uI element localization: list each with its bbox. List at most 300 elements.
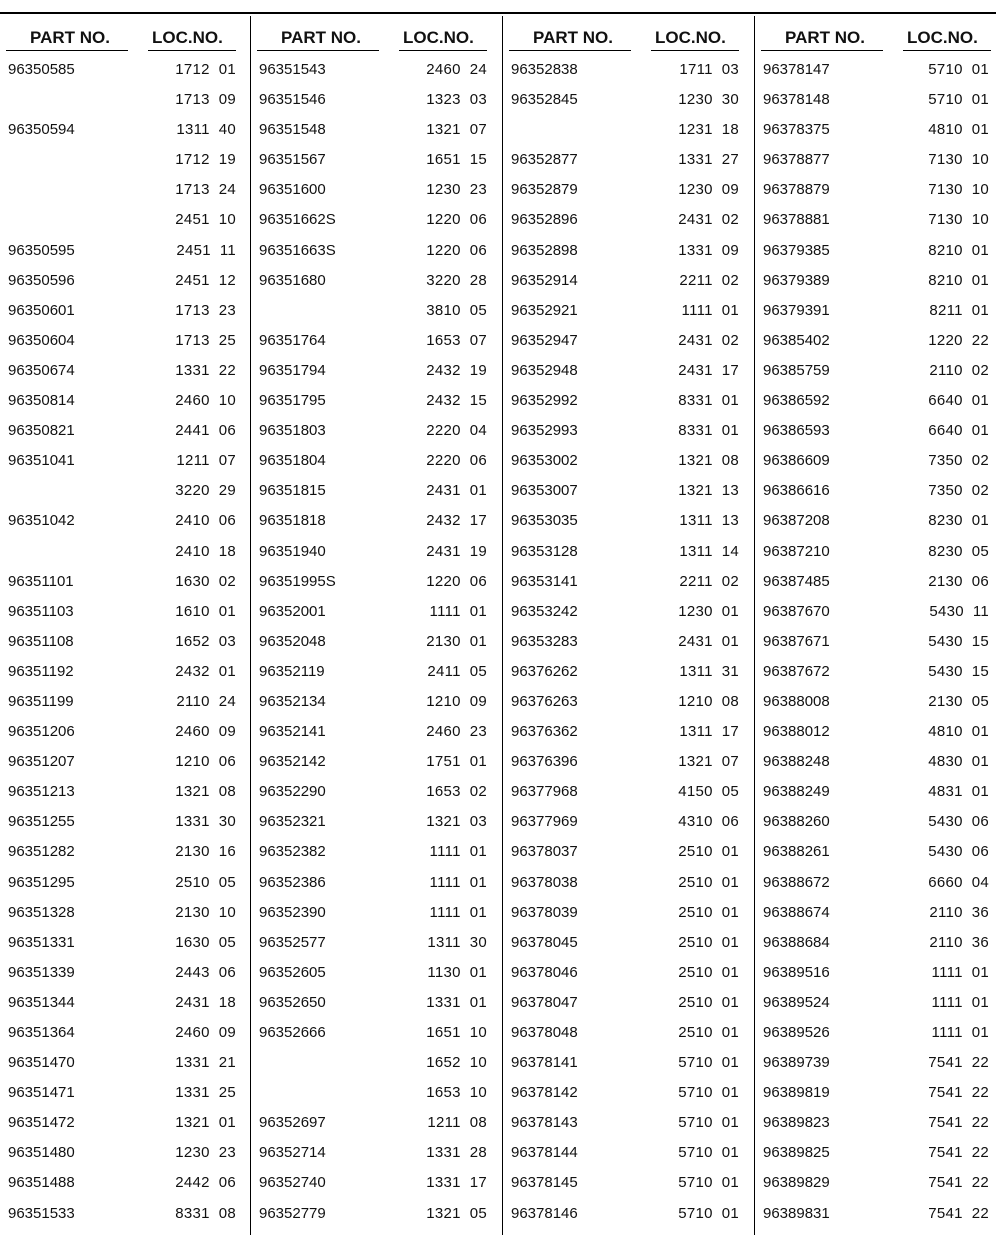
table-row: [503, 235, 753, 265]
table-row: [251, 415, 501, 445]
table-row: [0, 1047, 250, 1077]
location-number: 1323 03: [426, 91, 487, 109]
table-row: [755, 596, 996, 626]
table-row: [755, 626, 996, 656]
table-row: [251, 686, 501, 716]
column-4: [754, 16, 996, 1235]
part-number: 96351804: [259, 452, 326, 470]
part-number: 96387670: [763, 602, 830, 620]
table-row: [251, 385, 501, 415]
table-row: [503, 686, 753, 716]
part-number: 96378142: [511, 1084, 578, 1102]
part-number: 96352390: [259, 903, 326, 921]
table-row: [503, 716, 753, 746]
table-row: [503, 385, 753, 415]
table-row: [755, 656, 996, 686]
part-number: 96388684: [763, 933, 830, 951]
part-number: 96351764: [259, 331, 326, 349]
part-number: 96378047: [511, 993, 578, 1011]
location-number: 6640 01: [928, 422, 989, 440]
table-row: [503, 867, 753, 897]
location-number: 2410 06: [175, 512, 236, 530]
part-number: 96351662S: [259, 211, 336, 229]
part-number: 96353283: [511, 632, 578, 650]
part-number: 96378038: [511, 873, 578, 891]
location-number: 8210 01: [928, 241, 989, 259]
table-row: [251, 1137, 501, 1167]
location-number: 1321 08: [175, 783, 236, 801]
top-rule: [0, 12, 996, 14]
table-row: [251, 235, 501, 265]
part-number: 96378037: [511, 843, 578, 861]
location-number: 1311 13: [679, 512, 739, 530]
table-row: [251, 957, 501, 987]
part-number: 96352948: [511, 361, 578, 379]
part-number: 96387208: [763, 512, 830, 530]
location-number: 2110 36: [929, 933, 989, 951]
table-row: [755, 957, 996, 987]
header-underline: [148, 50, 236, 51]
location-number: 2431 18: [175, 993, 236, 1011]
part-number: 96351331: [8, 933, 75, 951]
location-number: 1230 09: [678, 181, 739, 199]
part-number: 96378881: [763, 211, 830, 229]
part-number: 96378146: [511, 1204, 578, 1222]
part-number: 96351600: [259, 181, 326, 199]
location-number: 4810 01: [928, 121, 989, 139]
location-number: 1311 40: [176, 121, 236, 139]
part-no-header: PART NO.: [281, 28, 361, 47]
part-number: 96388261: [763, 843, 830, 861]
part-number: 96388008: [763, 692, 830, 710]
column-1: [0, 16, 250, 1235]
table-row: [755, 475, 996, 505]
loc-no-header: LOC.NO.: [655, 28, 726, 47]
part-number: 96378877: [763, 151, 830, 169]
part-number: 96351818: [259, 512, 326, 530]
part-number: 96351255: [8, 813, 75, 831]
location-number: 4810 01: [928, 723, 989, 741]
table-row: [503, 957, 753, 987]
header-underline: [257, 50, 379, 51]
location-number: 1321 07: [678, 753, 739, 771]
part-number: 96352141: [259, 723, 326, 741]
table-row: [503, 204, 753, 234]
location-number: 1630 02: [175, 572, 236, 590]
part-number: 96377969: [511, 813, 578, 831]
table-row: [251, 265, 501, 295]
location-number: 2432 17: [426, 512, 487, 530]
part-number: 96353128: [511, 542, 578, 560]
table-row: [503, 776, 753, 806]
location-number: 1712 19: [175, 151, 236, 169]
location-number: 7541 22: [928, 1114, 989, 1132]
table-row: [251, 867, 501, 897]
part-number: 96351199: [8, 692, 74, 710]
part-number: 96389526: [763, 1024, 830, 1041]
part-number: 96387485: [763, 572, 830, 590]
part-number: 96378046: [511, 963, 578, 981]
location-number: 1321 13: [678, 482, 739, 500]
table-row: [251, 144, 501, 174]
part-number: 96351940: [259, 542, 326, 560]
location-number: 2220 04: [426, 422, 487, 440]
table-row: [0, 746, 250, 776]
location-number: 2443 06: [175, 963, 236, 981]
loc-no-header: LOC.NO.: [403, 28, 474, 47]
header-underline: [903, 50, 991, 51]
part-number: 96377968: [511, 783, 578, 801]
part-number: 96379391: [763, 301, 830, 319]
location-number: 7541 22: [928, 1144, 989, 1162]
table-row: [755, 174, 996, 204]
location-number: 1211 07: [176, 452, 236, 470]
table-row: [0, 1077, 250, 1107]
part-number: 96378045: [511, 933, 578, 951]
part-number: 96379389: [763, 271, 830, 289]
table-row: [251, 596, 501, 626]
part-number: 96352605: [259, 963, 326, 981]
location-number: 1610 01: [175, 602, 236, 620]
loc-no-header: LOC.NO.: [152, 28, 223, 47]
location-number: 2110 02: [929, 361, 989, 379]
table-row: [755, 1167, 996, 1197]
part-number: 96386592: [763, 392, 830, 410]
location-number: 2431 19: [426, 542, 487, 560]
table-row: [503, 536, 753, 566]
part-number: 96351546: [259, 91, 326, 109]
part-number: 96351206: [8, 723, 75, 741]
part-number: 96350585: [8, 61, 75, 78]
table-row: [0, 566, 250, 596]
location-number: 1713 23: [175, 301, 236, 319]
location-number: 1652 10: [426, 1054, 487, 1072]
location-number: 5430 06: [928, 843, 989, 861]
location-number: 1331 21: [175, 1054, 236, 1072]
location-number: 1331 22: [175, 361, 236, 379]
location-number: 5430 15: [928, 632, 989, 650]
location-number: 5710 01: [928, 91, 989, 109]
table-row: [0, 355, 250, 385]
location-number: 8331 01: [678, 422, 739, 440]
table-row: [251, 776, 501, 806]
location-number: 1331 27: [678, 151, 739, 169]
location-number: 5430 11: [929, 602, 989, 620]
part-number: 96378048: [511, 1024, 578, 1041]
location-number: 2451 10: [175, 211, 236, 229]
part-number: 96351339: [8, 963, 75, 981]
table-row: [0, 927, 250, 957]
table-row: [0, 385, 250, 415]
table-row: [503, 806, 753, 836]
table-row: [755, 235, 996, 265]
location-number: 2451 12: [175, 271, 236, 289]
header-underline: [761, 50, 883, 51]
table-row: [755, 385, 996, 415]
table-row: [755, 445, 996, 475]
part-number: 96352898: [511, 241, 578, 259]
part-number: 96378141: [511, 1054, 578, 1072]
location-number: 2211 02: [679, 271, 739, 289]
location-number: 7541 22: [928, 1084, 989, 1102]
part-number: 96352779: [259, 1204, 326, 1222]
table-row: [251, 174, 501, 204]
location-number: 2460 10: [175, 392, 236, 410]
location-number: 2220 06: [426, 452, 487, 470]
table-row: [0, 144, 250, 174]
part-number: 96351995S: [259, 572, 336, 590]
table-row: [251, 1167, 501, 1197]
table-row: [755, 204, 996, 234]
table-row: [503, 174, 753, 204]
table-row: [251, 1107, 501, 1137]
part-number: 96352048: [259, 632, 326, 650]
table-row: [503, 1047, 753, 1077]
part-number: 96386616: [763, 482, 830, 500]
table-row: [503, 295, 753, 325]
table-row: [503, 897, 753, 927]
part-number: 96351042: [8, 512, 75, 530]
location-number: 1321 05: [426, 1204, 487, 1222]
part-number: 96350674: [8, 361, 75, 379]
table-row: [0, 1107, 250, 1137]
part-number: 96389516: [763, 963, 830, 981]
table-row: [755, 1017, 996, 1047]
location-number: 1210 08: [678, 692, 739, 710]
table-row: [0, 957, 250, 987]
table-row: [503, 1077, 753, 1107]
location-number: 5710 01: [678, 1114, 739, 1132]
part-number: 96351108: [8, 632, 74, 650]
part-number: 96351803: [259, 422, 326, 440]
location-number: 2110 36: [929, 903, 989, 921]
location-number: 1713 25: [175, 331, 236, 349]
location-number: 4310 06: [678, 813, 739, 831]
table-row: [755, 84, 996, 114]
location-number: 2510 01: [678, 1024, 739, 1041]
location-number: 5710 01: [678, 1144, 739, 1162]
part-number: 96353035: [511, 512, 578, 530]
location-number: 7130 10: [928, 211, 989, 229]
table-row: [755, 355, 996, 385]
table-row: [0, 204, 250, 234]
table-row: [0, 295, 250, 325]
part-number: 96378147: [763, 61, 830, 78]
table-row: [0, 235, 250, 265]
location-number: 1210 09: [426, 692, 487, 710]
table-row: [0, 445, 250, 475]
location-number: 1111 01: [931, 993, 989, 1011]
part-number: 96352992: [511, 392, 578, 410]
part-number: 96352921: [511, 301, 578, 319]
header-underline: [509, 50, 631, 51]
table-row: [251, 1017, 501, 1047]
table-row: [503, 626, 753, 656]
column-header: [251, 16, 501, 54]
table-row: [0, 415, 250, 445]
table-row: [755, 325, 996, 355]
table-row: [755, 746, 996, 776]
part-number: 96351192: [8, 662, 74, 680]
part-number: 96351364: [8, 1024, 75, 1041]
location-number: 1653 07: [426, 331, 487, 349]
location-number: 5430 06: [928, 813, 989, 831]
location-number: 2460 23: [426, 723, 487, 741]
part-number: 96351795: [259, 392, 326, 410]
header-underline: [651, 50, 739, 51]
part-number: 96352001: [259, 602, 326, 620]
part-number: 96385402: [763, 331, 830, 349]
part-number: 96350594: [8, 121, 75, 139]
part-number: 96351295: [8, 873, 75, 891]
location-number: 1653 02: [426, 783, 487, 801]
table-row: [503, 836, 753, 866]
part-number: 96350596: [8, 271, 75, 289]
table-row: [503, 265, 753, 295]
table-row: [251, 54, 501, 84]
table-row: [0, 656, 250, 686]
part-number: 96350604: [8, 331, 75, 349]
table-row: [0, 897, 250, 927]
table-row: [0, 1137, 250, 1167]
location-number: 1220 22: [928, 331, 989, 349]
table-row: [0, 776, 250, 806]
location-number: 2442 06: [175, 1174, 236, 1192]
location-number: 1321 08: [678, 452, 739, 470]
location-number: 2510 01: [678, 933, 739, 951]
part-number: 96351344: [8, 993, 75, 1011]
table-row: [503, 445, 753, 475]
table-row: [755, 536, 996, 566]
location-number: 7541 22: [928, 1174, 989, 1192]
part-number: 96353242: [511, 602, 578, 620]
location-number: 2130 16: [175, 843, 236, 861]
location-number: 2110 24: [176, 692, 236, 710]
location-number: 5710 01: [928, 61, 989, 78]
location-number: 2510 01: [678, 963, 739, 981]
part-number: 96351328: [8, 903, 75, 921]
part-number: 96388249: [763, 783, 830, 801]
table-row: [503, 1137, 753, 1167]
location-number: 2432 01: [175, 662, 236, 680]
location-number: 1111 01: [931, 963, 989, 981]
location-number: 8211 01: [929, 301, 989, 319]
location-number: 1230 01: [678, 602, 739, 620]
location-number: 1111 01: [681, 301, 739, 319]
table-row: [0, 626, 250, 656]
part-number: 96389739: [763, 1054, 830, 1072]
table-row: [755, 716, 996, 746]
part-number: 96388260: [763, 813, 830, 831]
location-number: 1111 01: [429, 903, 487, 921]
table-row: [251, 806, 501, 836]
location-number: 1331 09: [678, 241, 739, 259]
column-header: [0, 16, 250, 54]
location-number: 1713 09: [175, 91, 236, 109]
table-row: [755, 987, 996, 1017]
part-number: 96352577: [259, 933, 326, 951]
part-number: 96352386: [259, 873, 326, 891]
table-row: [503, 475, 753, 505]
location-number: 7350 02: [928, 482, 989, 500]
table-row: [755, 806, 996, 836]
part-number: 96351794: [259, 361, 326, 379]
location-number: 5710 01: [678, 1054, 739, 1072]
table-row: [755, 144, 996, 174]
table-row: [251, 626, 501, 656]
location-number: 1231 18: [678, 121, 739, 139]
part-number: 96389829: [763, 1174, 830, 1192]
table-row: [0, 114, 250, 144]
table-row: [251, 295, 501, 325]
location-number: 2510 01: [678, 903, 739, 921]
table-row: [251, 114, 501, 144]
part-number: 96350595: [8, 241, 75, 259]
table-row: [251, 325, 501, 355]
location-number: 2431 02: [678, 211, 739, 229]
part-number: 96378144: [511, 1144, 578, 1162]
table-row: [503, 566, 753, 596]
part-number: 96379385: [763, 241, 830, 259]
location-number: 2510 01: [678, 843, 739, 861]
part-number: 96351103: [8, 602, 74, 620]
location-number: 1331 30: [175, 813, 236, 831]
location-number: 2410 18: [175, 542, 236, 560]
table-row: [0, 536, 250, 566]
location-number: 1230 23: [426, 181, 487, 199]
location-number: 2451 11: [176, 241, 236, 259]
location-number: 5710 01: [678, 1174, 739, 1192]
location-number: 4830 01: [928, 753, 989, 771]
location-number: 1651 15: [426, 151, 487, 169]
table-row: [251, 716, 501, 746]
table-row: [251, 445, 501, 475]
table-row: [503, 415, 753, 445]
location-number: 5430 15: [928, 662, 989, 680]
location-number: 1130 01: [427, 963, 487, 981]
location-number: 4831 01: [928, 783, 989, 801]
part-number: 96352914: [511, 271, 578, 289]
part-number: 96353007: [511, 482, 578, 500]
part-number: 96352321: [259, 813, 326, 831]
table-row: [755, 776, 996, 806]
part-number: 96389823: [763, 1114, 830, 1132]
location-number: 1321 07: [426, 121, 487, 139]
part-number: 96376396: [511, 753, 578, 771]
table-row: [251, 204, 501, 234]
part-number: 96378039: [511, 903, 578, 921]
table-row: [251, 355, 501, 385]
location-number: 8230 01: [928, 512, 989, 530]
location-number: 2130 01: [426, 632, 487, 650]
column-header: [503, 16, 753, 54]
part-number: 96352877: [511, 151, 578, 169]
table-row: [503, 1198, 753, 1228]
table-row: [503, 1107, 753, 1137]
location-number: 1751 01: [426, 753, 487, 771]
part-number: 96352838: [511, 61, 578, 78]
location-number: 2510 01: [678, 993, 739, 1011]
part-number: 96351041: [8, 452, 75, 470]
table-row: [0, 505, 250, 535]
part-number: 96386593: [763, 422, 830, 440]
table-row: [251, 897, 501, 927]
part-number: 96352993: [511, 422, 578, 440]
table-row: [503, 746, 753, 776]
table-row: [251, 927, 501, 957]
part-number: 96386609: [763, 452, 830, 470]
column-2: [250, 16, 501, 1235]
